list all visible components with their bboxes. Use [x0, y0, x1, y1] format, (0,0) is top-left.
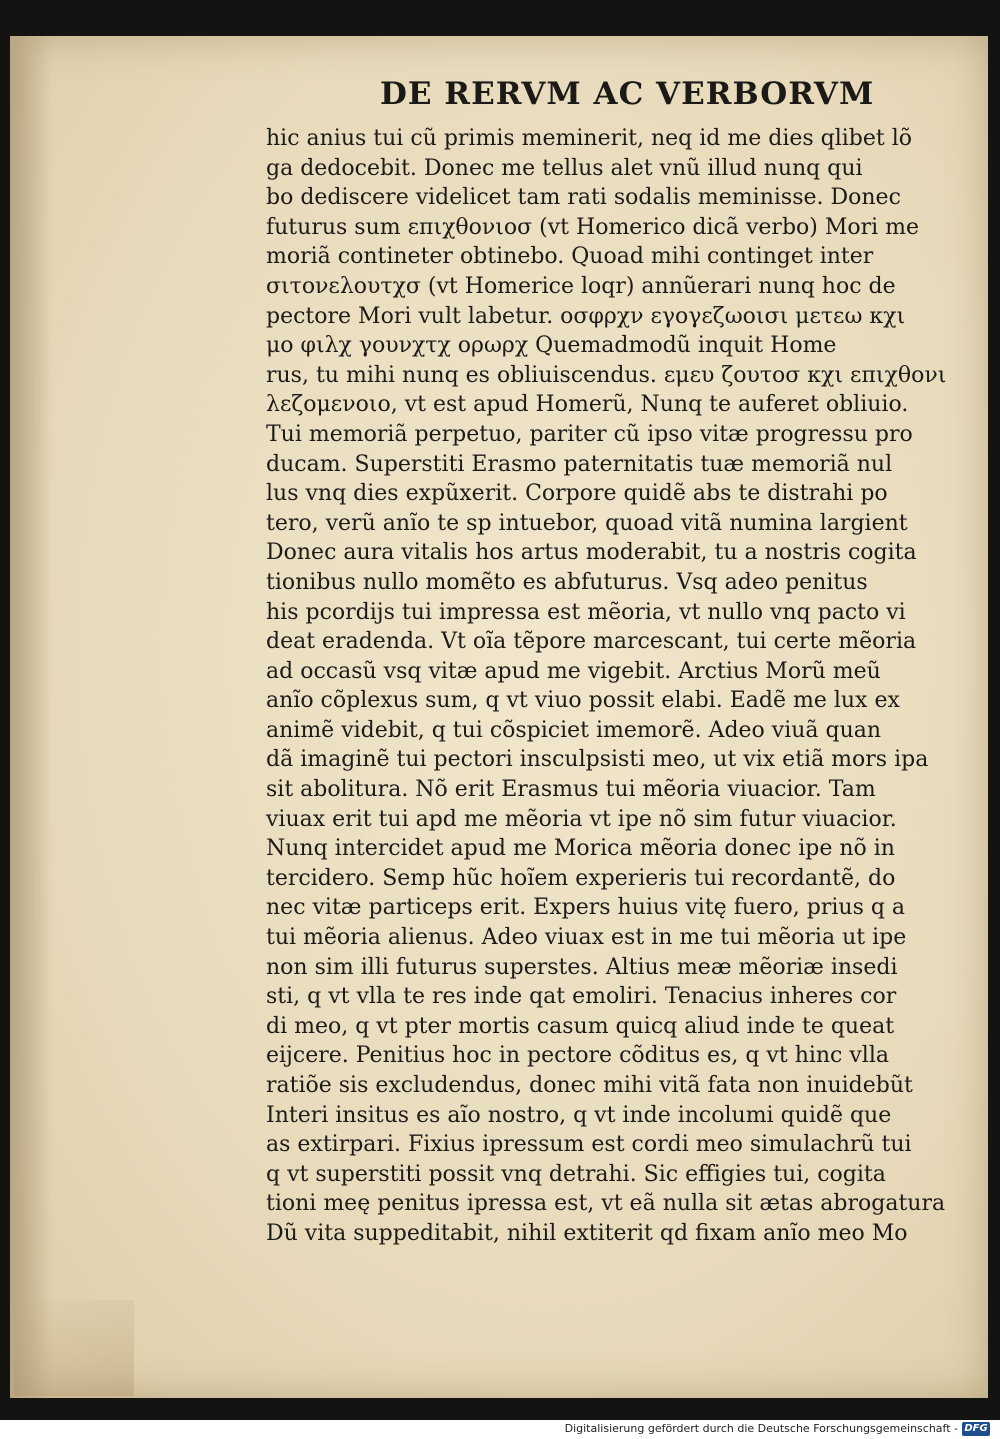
text-line: futurus sum επιχθονιοσ (vt Homerico dicã verbo) Mori me	[266, 214, 920, 240]
text-line: his pcordijs tui impressa est mẽoria, vt nullo vnq pacto vi	[266, 599, 906, 625]
text-block	[266, 124, 947, 1246]
footer-credit: Digitalisierung gefördert durch die Deutsche Forschungsgemeinschaft -	[564, 1422, 958, 1435]
text-line: ad occasũ vsq vitæ apud me vigebit. Arctius Morũ meũ	[266, 658, 881, 684]
text-line: non sim illi futurus superstes. Altius meæ mẽoriæ insedi	[266, 954, 898, 980]
text-line: deat eradenda. Vt oĩa tẽpore marcescant, tui certe mẽoria	[266, 629, 917, 655]
text-line: Dũ vita suppeditabit, nihil extiterit qd fixam anĩo meo Mo	[266, 1220, 908, 1246]
page-corner-wear	[14, 1300, 134, 1396]
text-line: Nunq intercidet apud me Morica mẽoria donec ipe nõ in	[266, 836, 895, 862]
text-line: di meo, q vt pter mortis casum quicq aliud inde te queat	[266, 1013, 895, 1039]
running-head: DE RERVM AC VERBORVM	[380, 76, 875, 112]
text-line: nec vitæ particeps erit. Expers huius vitę fuero, prius q a	[266, 895, 906, 921]
text-line: anĩo cõplexus sum, q vt viuo possit elabi. Eadẽ me lux ex	[266, 688, 900, 714]
text-line: μο φιλχ γουνχτχ ορωρχ Quemadmodũ inquit Home	[266, 333, 837, 359]
text-line: Tui memoriã perpetuo, pariter cũ ipso vitæ progressu pro	[266, 421, 913, 447]
text-line: animẽ videbit, q tui cõspiciet imemorẽ. Adeo viuã quan	[266, 717, 882, 743]
text-line: q vt superstiti possit vnq detrahi. Sic effigies tui, cogita	[266, 1161, 886, 1187]
text-line: moriã contineter obtinebo. Quoad mihi continget inter	[266, 244, 874, 270]
text-line: hic anius tui cũ primis meminerit, neq id me dies qlibet lõ	[266, 126, 913, 151]
text-line: ratiõe sis excludendus, donec mihi vitã fata non inuidebũt	[266, 1073, 913, 1098]
text-line: tercidero. Semp hũc hoĩem experieris tui recordantẽ, do	[266, 865, 896, 891]
text-line: viuax erit tui apd me mẽoria vt ipe nõ sim futur viuacior.	[266, 806, 897, 832]
text-line: ducam. Superstiti Erasmo paternitatis tuæ memoriã nul	[266, 451, 893, 477]
text-line: sti, q vt vlla te res inde qat emoliri. Tenacius inheres cor	[266, 984, 897, 1010]
dfg-logo: DFG	[962, 1422, 990, 1436]
text-line: tionibus nullo momẽto es abfuturus. Vsq adeo penitus	[266, 569, 868, 595]
text-line: eijcere. Penitius hoc in pectore cõditus es, q vt hinc vlla	[266, 1043, 889, 1069]
text-line: tioni meę penitus ipressa est, vt eã nulla sit ætas abrogatura	[266, 1191, 946, 1217]
text-line: tero, verũ anĩo te sp intuebor, quoad vitã numina largient	[266, 510, 908, 536]
text-line: bo dediscere videlicet tam rati sodalis meminisse. Donec	[266, 185, 901, 211]
text-line: sit abolitura. Nõ erit Erasmus tui mẽoria viuacior. Tam	[266, 777, 876, 803]
text-line: tui mẽoria alienus. Adeo viuax est in me tui mẽoria ut ipe	[266, 925, 907, 951]
text-line: Donec aura vitalis hos artus moderabit, tu a nostris cogita	[266, 540, 917, 566]
text-line: lus vnq dies expũxerit. Corpore quidẽ abs te distrahi po	[266, 481, 888, 507]
text-line: λεζομενοιο, vt est apud Homerũ, Nunq te auferet obliuio.	[266, 392, 909, 418]
text-line: pectore Mori vult labetur. οσφρχν εγογεζωοισι μετεω κχι	[266, 303, 906, 329]
page-gutter-shadow	[10, 36, 52, 1398]
text-line: ga dedocebit. Donec me tellus alet vnũ illud nunq qui	[266, 155, 863, 181]
text-line: σιτονελουτχσ (vt Homerice loqr) annũerari nunq hoc de	[266, 273, 896, 299]
text-line: rus, tu mihi nunq es obliuiscendus. εμευ ζουτοσ κχι επιχθονι	[266, 362, 947, 388]
text-line: Interi insitus es aĩo nostro, q vt inde incolumi quidẽ que	[266, 1102, 892, 1128]
text-line: dã imaginẽ tui pectori insculpsisti meo, ut vix etiã mors ipa	[266, 747, 929, 773]
text-line: as extirpari. Fixius ipressum est cordi meo simulachrũ tui	[266, 1132, 912, 1158]
